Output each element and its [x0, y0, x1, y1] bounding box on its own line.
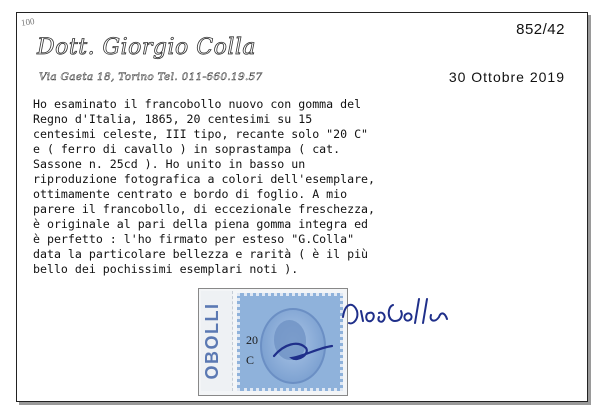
stamp-image [237, 293, 343, 391]
overprint-value: 20 [246, 333, 258, 347]
body-line: bello dei pochissimi esemplari noti ). [33, 262, 299, 276]
margin-inscription: OBOLLI [202, 302, 222, 380]
overprint-letter: C [246, 353, 255, 367]
stamp-photo [198, 288, 348, 396]
body-line: ottimamente centrato e bordo di foglio. A mio [33, 187, 348, 201]
body-line: Ho esaminato il francobollo nuovo con gomma del [33, 97, 362, 111]
body-line: Regno d'Italia, 1865, 20 centesimi su 15 [33, 112, 313, 126]
body-line: e ( ferro di cavallo ) in soprastampa ( cat. [33, 142, 341, 156]
sheet-margin [201, 291, 233, 391]
certificate-date: 30 Ottobre 2019 [448, 69, 565, 85]
corner-mark: 100 [20, 16, 36, 28]
body-line: è perfetto : l'ho firmato per esteso "G.Colla" [33, 232, 355, 246]
body-line: riproduzione fotografica a colori dell'esemplare, [33, 172, 376, 186]
expert-address: Via Gaeta 18, Torino Tel. 011-660.19.57 [39, 71, 263, 83]
body-line: centesimi celeste, III tipo, recante solo "20 C" [33, 127, 369, 141]
expert-signature [335, 283, 485, 347]
certificate-body [33, 97, 573, 277]
body-line: parere il francobollo, di eccezionale freschezza, [33, 202, 376, 216]
body-line: è originale al pari della piena gomma integra ed [33, 217, 369, 231]
signature-over-stamp [240, 296, 340, 394]
certificate-number: 852/42 [516, 21, 565, 38]
body-line: Sassone n. 25cd ). Ho unito in basso un [33, 157, 306, 171]
body-line: data la particolare bellezza e rarità ( è il più [33, 247, 369, 261]
certificate-sheet [16, 12, 588, 402]
expert-name: Dott. Giorgio Colla [37, 35, 257, 60]
